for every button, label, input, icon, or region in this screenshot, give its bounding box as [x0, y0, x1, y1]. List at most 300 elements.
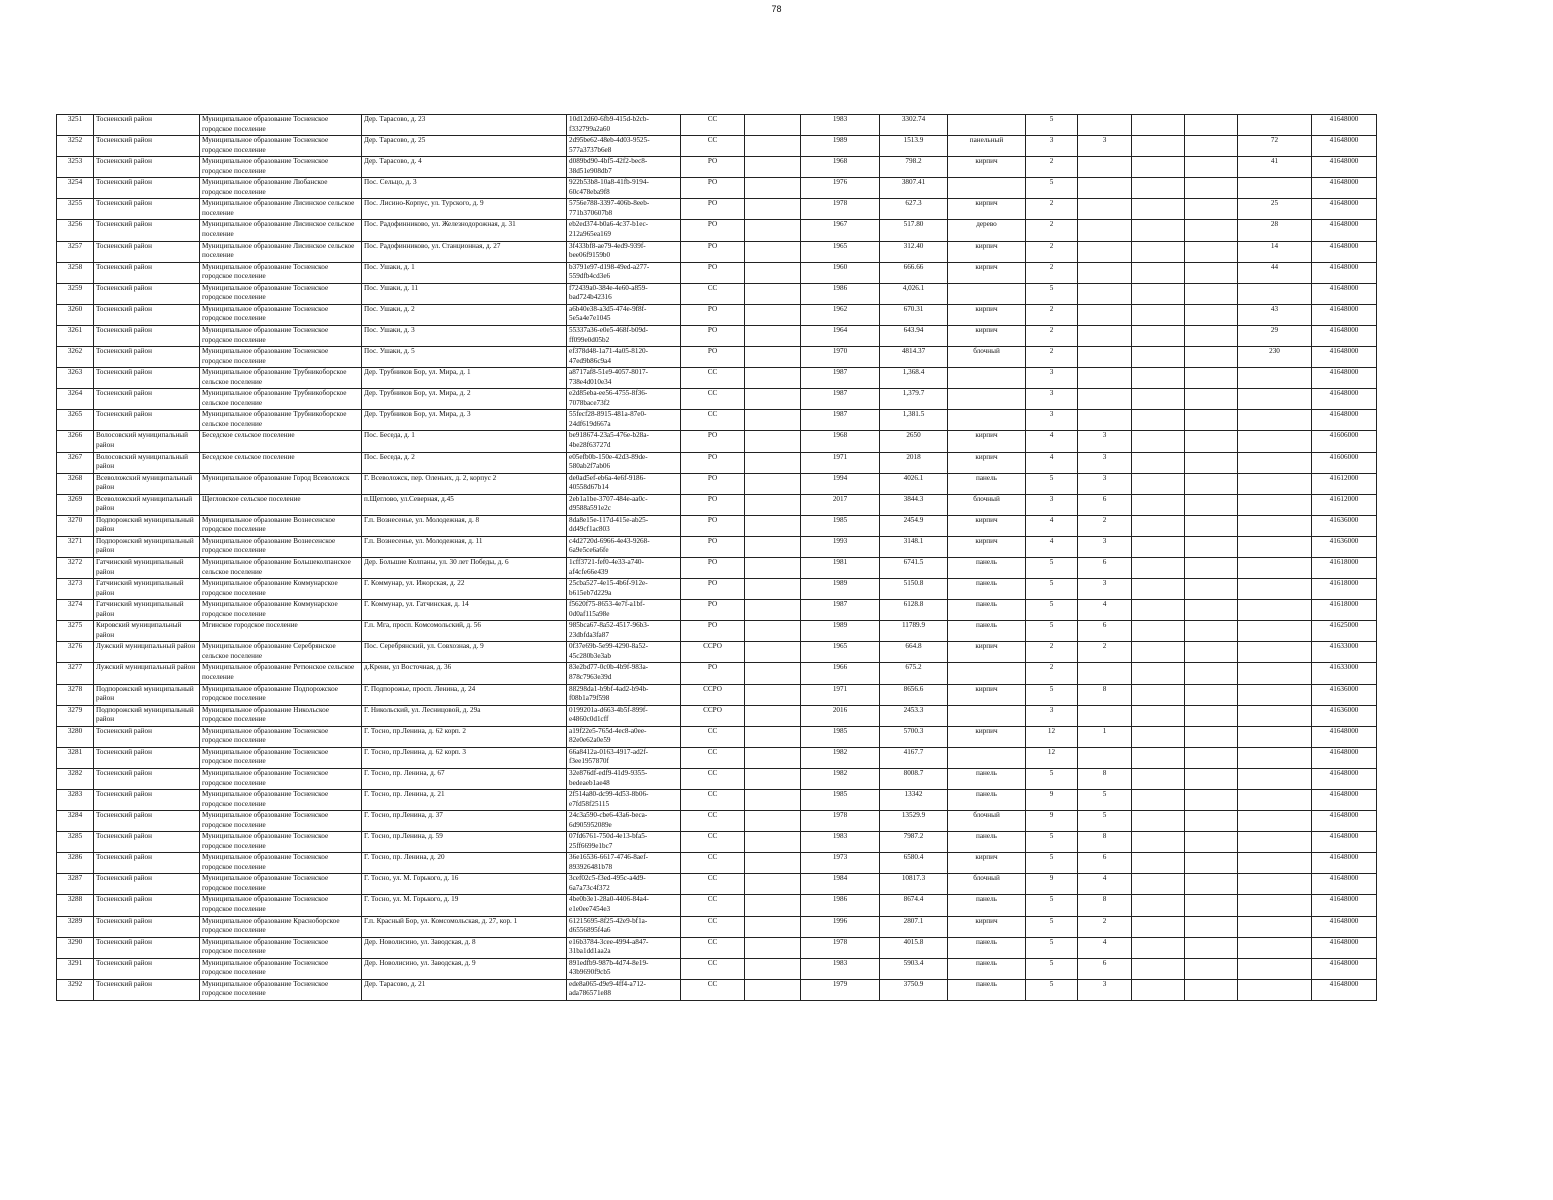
cell-guid: 3f433bf8-ae79-4ed9-939f-bee06f9159b0: [567, 241, 681, 262]
cell-district: Лужский муниципальный район: [94, 663, 200, 684]
cell-entrances: [1078, 283, 1132, 304]
cell-program: ССРО: [681, 684, 745, 705]
cell-floors: 5: [1026, 895, 1078, 916]
cell-area: 312.40: [880, 241, 948, 262]
cell-area: 517.80: [880, 220, 948, 241]
cell-empty-a: [745, 199, 801, 220]
cell-program: РО: [681, 241, 745, 262]
cell-guid: 2f514a80-dc99-4d53-8b06-e7fd58f25115: [567, 790, 681, 811]
cell-empty-a: [745, 115, 801, 136]
cell-oktmo: 41606000: [1312, 452, 1377, 473]
cell-oktmo: 41648000: [1312, 895, 1377, 916]
cell-year-built: 1993: [801, 536, 880, 557]
cell-program: СС: [681, 916, 745, 937]
table-row: [57, 199, 1377, 220]
table-row: [57, 136, 1377, 157]
cell-residents: [1238, 958, 1312, 979]
table-row: [57, 304, 1377, 325]
cell-guid: 32e876df-edf9-41d9-9355-bedeaeb1ae48: [567, 768, 681, 789]
cell-entrances: [1078, 304, 1132, 325]
cell-municipality: Муниципальное образование Тосненское городское поселение: [200, 283, 362, 304]
cell-address: Дер. Трубников Бор, ул. Мира, д. 2: [362, 389, 567, 410]
cell-guid: a19f22e5-765d-4ec8-a0ee-82e0e62a0e59: [567, 726, 681, 747]
cell-row-number: 3255: [57, 199, 94, 220]
cell-empty-a: [745, 220, 801, 241]
cell-area: 5700.3: [880, 726, 948, 747]
cell-empty-a: [745, 600, 801, 621]
cell-entrances: 4: [1078, 600, 1132, 621]
cell-row-number: 3288: [57, 895, 94, 916]
cell-wall-material: панель: [948, 621, 1026, 642]
cell-municipality: Муниципальное образование Тосненское городское поселение: [200, 726, 362, 747]
cell-year-built: 1960: [801, 262, 880, 283]
table-row: [57, 979, 1377, 1000]
cell-address: Пос. Сельцо, д. 3: [362, 178, 567, 199]
cell-oktmo: 41648000: [1312, 136, 1377, 157]
cell-wall-material: панельный: [948, 136, 1026, 157]
cell-program: РО: [681, 431, 745, 452]
cell-floors: 2: [1026, 262, 1078, 283]
cell-district: Тосненский район: [94, 304, 200, 325]
cell-empty-b: [1132, 790, 1185, 811]
cell-program: РО: [681, 473, 745, 494]
cell-year-built: 1989: [801, 136, 880, 157]
cell-empty-b: [1132, 874, 1185, 895]
cell-program: СС: [681, 283, 745, 304]
cell-wall-material: [948, 283, 1026, 304]
cell-entrances: 2: [1078, 642, 1132, 663]
cell-empty-b: [1132, 431, 1185, 452]
cell-guid: 985bca67-8a52-4517-96b3-23dbfda3fa87: [567, 621, 681, 642]
cell-oktmo: 41648000: [1312, 220, 1377, 241]
cell-entrances: [1078, 157, 1132, 178]
cell-address: д.Крени, ул Восточная, д. 36: [362, 663, 567, 684]
cell-residents: [1238, 178, 1312, 199]
cell-wall-material: [948, 115, 1026, 136]
cell-empty-b: [1132, 389, 1185, 410]
cell-row-number: 3268: [57, 473, 94, 494]
cell-year-built: 1989: [801, 579, 880, 600]
cell-wall-material: [948, 663, 1026, 684]
table-row: [57, 832, 1377, 853]
cell-address: Г.п. Вознесенье, ул. Молодежная, д. 8: [362, 515, 567, 536]
cell-floors: 5: [1026, 916, 1078, 937]
cell-guid: 10d12d60-6fb9-415d-b2cb-f332799a2a60: [567, 115, 681, 136]
cell-guid: 2d95be62-48eb-4d03-9525-577a3737b6e8: [567, 136, 681, 157]
cell-empty-b: [1132, 684, 1185, 705]
cell-municipality: Муниципальное образование Лисинское сельское поселение: [200, 220, 362, 241]
cell-district: Тосненский район: [94, 157, 200, 178]
cell-oktmo: 41625000: [1312, 621, 1377, 642]
cell-guid: c4d2720d-6966-4e43-9268-6a9e5ce6a6fe: [567, 536, 681, 557]
cell-municipality: Муниципальное образование Лисинское сельское поселение: [200, 199, 362, 220]
cell-floors: 5: [1026, 473, 1078, 494]
cell-area: 4814.37: [880, 347, 948, 368]
cell-floors: 9: [1026, 811, 1078, 832]
cell-district: Тосненский район: [94, 283, 200, 304]
table-row: [57, 874, 1377, 895]
cell-empty-a: [745, 410, 801, 431]
cell-wall-material: панель: [948, 937, 1026, 958]
cell-row-number: 3292: [57, 979, 94, 1000]
cell-program: СС: [681, 895, 745, 916]
cell-program: РО: [681, 515, 745, 536]
cell-empty-c: [1185, 157, 1238, 178]
cell-empty-c: [1185, 389, 1238, 410]
cell-wall-material: кирпич: [948, 642, 1026, 663]
cell-row-number: 3253: [57, 157, 94, 178]
cell-district: Тосненский район: [94, 262, 200, 283]
cell-floors: 2: [1026, 199, 1078, 220]
cell-guid: 3cef02c5-f3ed-495c-a4d9-6a7a73c4f372: [567, 874, 681, 895]
cell-empty-a: [745, 389, 801, 410]
cell-year-built: 1983: [801, 958, 880, 979]
cell-oktmo: 41648000: [1312, 368, 1377, 389]
cell-residents: [1238, 283, 1312, 304]
cell-oktmo: 41618000: [1312, 579, 1377, 600]
cell-empty-b: [1132, 494, 1185, 515]
cell-guid: 891edfb9-987b-4d74-8e19-43b9690f9cb5: [567, 958, 681, 979]
cell-municipality: Муниципальное образование Тосненское городское поселение: [200, 895, 362, 916]
cell-year-built: 1985: [801, 790, 880, 811]
cell-residents: [1238, 979, 1312, 1000]
table-row: [57, 283, 1377, 304]
cell-area: 8008.7: [880, 768, 948, 789]
cell-row-number: 3263: [57, 368, 94, 389]
table-row: [57, 325, 1377, 346]
table-row: [57, 916, 1377, 937]
cell-empty-a: [745, 494, 801, 515]
cell-empty-a: [745, 515, 801, 536]
table-row: [57, 768, 1377, 789]
cell-residents: [1238, 621, 1312, 642]
cell-floors: 5: [1026, 832, 1078, 853]
cell-area: 4167.7: [880, 747, 948, 768]
cell-address: п.Щеглово, ул.Северная, д.45: [362, 494, 567, 515]
cell-address: Г. Коммунар, ул. Ижорская, д. 22: [362, 579, 567, 600]
cell-year-built: 2017: [801, 494, 880, 515]
cell-wall-material: кирпич: [948, 916, 1026, 937]
cell-area: 4,026.1: [880, 283, 948, 304]
cell-oktmo: 41648000: [1312, 325, 1377, 346]
cell-district: Подпорожский муниципальный район: [94, 515, 200, 536]
cell-empty-b: [1132, 726, 1185, 747]
cell-district: Тосненский район: [94, 220, 200, 241]
cell-empty-b: [1132, 115, 1185, 136]
cell-address: Пос. Ушаки, д. 5: [362, 347, 567, 368]
cell-guid: 88298da1-b9bf-4ad2-b94b-f08b1a79f598: [567, 684, 681, 705]
cell-row-number: 3283: [57, 790, 94, 811]
cell-floors: 5: [1026, 178, 1078, 199]
table-row: [57, 853, 1377, 874]
cell-address: Г. Тосно, пр.Ленина, д. 59: [362, 832, 567, 853]
cell-address: Пос. Беседа, д. 1: [362, 431, 567, 452]
cell-row-number: 3278: [57, 684, 94, 705]
cell-municipality: Муниципальное образование Тосненское городское поселение: [200, 853, 362, 874]
cell-empty-b: [1132, 157, 1185, 178]
cell-program: РО: [681, 178, 745, 199]
cell-district: Подпорожский муниципальный район: [94, 705, 200, 726]
cell-address: Пос. Радофинниково, ул. Станционная, д. 27: [362, 241, 567, 262]
cell-entrances: [1078, 410, 1132, 431]
cell-empty-c: [1185, 304, 1238, 325]
cell-program: РО: [681, 621, 745, 642]
cell-empty-b: [1132, 853, 1185, 874]
cell-residents: [1238, 705, 1312, 726]
cell-municipality: Муниципальное образование Трубникоборское сельское поселение: [200, 389, 362, 410]
cell-district: Тосненский район: [94, 368, 200, 389]
cell-floors: 2: [1026, 663, 1078, 684]
cell-empty-b: [1132, 642, 1185, 663]
cell-empty-a: [745, 747, 801, 768]
cell-floors: 5: [1026, 283, 1078, 304]
cell-oktmo: 41648000: [1312, 790, 1377, 811]
cell-residents: [1238, 600, 1312, 621]
table-row: [57, 958, 1377, 979]
cell-entrances: 6: [1078, 557, 1132, 578]
cell-district: Всеволожский муниципальный район: [94, 494, 200, 515]
cell-year-built: 1966: [801, 663, 880, 684]
cell-residents: [1238, 431, 1312, 452]
cell-empty-c: [1185, 916, 1238, 937]
cell-municipality: Муниципальное образование Ретюнское сельское поселение: [200, 663, 362, 684]
page-number: 78: [771, 4, 782, 14]
cell-oktmo: 41648000: [1312, 916, 1377, 937]
table-row: [57, 389, 1377, 410]
cell-oktmo: 41648000: [1312, 283, 1377, 304]
cell-wall-material: кирпич: [948, 157, 1026, 178]
cell-area: 3844.3: [880, 494, 948, 515]
cell-empty-b: [1132, 136, 1185, 157]
table-row: [57, 557, 1377, 578]
cell-municipality: Муниципальное образование Тосненское городское поселение: [200, 874, 362, 895]
cell-entrances: 4: [1078, 937, 1132, 958]
table-row: [57, 663, 1377, 684]
cell-address: Пос. Радофинниково, ул. Железнодорожная, д. 31: [362, 220, 567, 241]
cell-row-number: 3286: [57, 853, 94, 874]
cell-row-number: 3261: [57, 325, 94, 346]
cell-entrances: 3: [1078, 136, 1132, 157]
cell-floors: 3: [1026, 136, 1078, 157]
cell-oktmo: 41648000: [1312, 410, 1377, 431]
cell-wall-material: блочный: [948, 811, 1026, 832]
cell-wall-material: [948, 368, 1026, 389]
table-row: [57, 642, 1377, 663]
cell-district: Тосненский район: [94, 895, 200, 916]
cell-entrances: 3: [1078, 473, 1132, 494]
cell-year-built: 1982: [801, 768, 880, 789]
cell-oktmo: 41648000: [1312, 811, 1377, 832]
cell-area: 7987.2: [880, 832, 948, 853]
cell-municipality: Муниципальное образование Тосненское городское поселение: [200, 811, 362, 832]
cell-oktmo: 41648000: [1312, 115, 1377, 136]
cell-oktmo: 41648000: [1312, 389, 1377, 410]
cell-floors: 9: [1026, 790, 1078, 811]
cell-address: Дер. Тарасово, д. 4: [362, 157, 567, 178]
cell-oktmo: 41648000: [1312, 347, 1377, 368]
cell-empty-a: [745, 853, 801, 874]
cell-entrances: 3: [1078, 431, 1132, 452]
cell-floors: 5: [1026, 115, 1078, 136]
cell-wall-material: кирпич: [948, 853, 1026, 874]
cell-row-number: 3276: [57, 642, 94, 663]
cell-district: Тосненский район: [94, 241, 200, 262]
cell-guid: 0f37e69b-5e99-4290-8a52-45c280b3e3ab: [567, 642, 681, 663]
cell-guid: 8da8e15e-117d-415e-ab25-dd49cf1ac803: [567, 515, 681, 536]
cell-district: Тосненский район: [94, 115, 200, 136]
cell-row-number: 3269: [57, 494, 94, 515]
cell-empty-c: [1185, 600, 1238, 621]
cell-municipality: Муниципальное образование Город Всеволожск: [200, 473, 362, 494]
cell-empty-a: [745, 726, 801, 747]
cell-entrances: 3: [1078, 579, 1132, 600]
cell-empty-a: [745, 832, 801, 853]
cell-empty-c: [1185, 368, 1238, 389]
cell-guid: a6b40e38-a3d5-474e-9f8f-5e5a4e7e1045: [567, 304, 681, 325]
cell-wall-material: панель: [948, 790, 1026, 811]
cell-municipality: Муниципальное образование Тосненское городское поселение: [200, 747, 362, 768]
cell-empty-a: [745, 157, 801, 178]
cell-empty-c: [1185, 747, 1238, 768]
cell-wall-material: панель: [948, 600, 1026, 621]
cell-program: РО: [681, 304, 745, 325]
cell-empty-c: [1185, 663, 1238, 684]
cell-address: Дер. Тарасово, д. 25: [362, 136, 567, 157]
cell-empty-b: [1132, 368, 1185, 389]
cell-empty-c: [1185, 283, 1238, 304]
cell-empty-c: [1185, 874, 1238, 895]
cell-year-built: 1968: [801, 157, 880, 178]
cell-district: Всеволожский муниципальный район: [94, 473, 200, 494]
cell-year-built: 1981: [801, 557, 880, 578]
cell-program: РО: [681, 199, 745, 220]
cell-wall-material: кирпич: [948, 431, 1026, 452]
cell-empty-c: [1185, 136, 1238, 157]
cell-empty-c: [1185, 832, 1238, 853]
cell-program: СС: [681, 726, 745, 747]
cell-empty-a: [745, 304, 801, 325]
cell-area: 8656.6: [880, 684, 948, 705]
cell-guid: 1cff3721-fef0-4e33-a740-af4cfe66e439: [567, 557, 681, 578]
cell-wall-material: кирпич: [948, 726, 1026, 747]
cell-oktmo: 41648000: [1312, 199, 1377, 220]
cell-area: 670.31: [880, 304, 948, 325]
cell-empty-c: [1185, 979, 1238, 1000]
table-row: [57, 157, 1377, 178]
cell-empty-b: [1132, 832, 1185, 853]
cell-district: Тосненский район: [94, 178, 200, 199]
cell-empty-c: [1185, 452, 1238, 473]
cell-wall-material: кирпич: [948, 262, 1026, 283]
cell-oktmo: 41612000: [1312, 494, 1377, 515]
cell-municipality: Муниципальное образование Тосненское городское поселение: [200, 958, 362, 979]
cell-oktmo: 41612000: [1312, 473, 1377, 494]
cell-district: Тосненский район: [94, 136, 200, 157]
cell-entrances: 5: [1078, 811, 1132, 832]
cell-empty-b: [1132, 325, 1185, 346]
cell-municipality: Муниципальное образование Тосненское городское поселение: [200, 832, 362, 853]
cell-district: Тосненский район: [94, 853, 200, 874]
cell-entrances: [1078, 220, 1132, 241]
cell-empty-c: [1185, 115, 1238, 136]
cell-address: Г. Тосно, ул. М. Горького, д. 19: [362, 895, 567, 916]
cell-empty-c: [1185, 726, 1238, 747]
cell-empty-a: [745, 916, 801, 937]
cell-empty-c: [1185, 642, 1238, 663]
cell-floors: 3: [1026, 368, 1078, 389]
cell-empty-b: [1132, 600, 1185, 621]
cell-address: Г. Тосно, пр. Ленина, д. 20: [362, 853, 567, 874]
cell-residents: 25: [1238, 199, 1312, 220]
cell-row-number: 3265: [57, 410, 94, 431]
cell-oktmo: 41636000: [1312, 705, 1377, 726]
cell-year-built: 1987: [801, 410, 880, 431]
table-row: [57, 494, 1377, 515]
cell-address: Г. Подпорожье, просп. Ленина, д. 24: [362, 684, 567, 705]
cell-empty-a: [745, 663, 801, 684]
cell-municipality: Муниципальное образование Вознесенское городское поселение: [200, 536, 362, 557]
cell-district: Тосненский район: [94, 958, 200, 979]
cell-address: Пос. Ушаки, д. 3: [362, 325, 567, 346]
cell-floors: 5: [1026, 937, 1078, 958]
cell-entrances: [1078, 241, 1132, 262]
cell-year-built: 1989: [801, 621, 880, 642]
cell-wall-material: [948, 705, 1026, 726]
cell-empty-b: [1132, 220, 1185, 241]
cell-address: Г.п. Мга, просп. Комсомольский, д. 56: [362, 621, 567, 642]
cell-floors: 2: [1026, 220, 1078, 241]
cell-municipality: Муниципальное образование Большеколпанское сельское поселение: [200, 557, 362, 578]
table-row: [57, 410, 1377, 431]
cell-year-built: 1978: [801, 199, 880, 220]
cell-empty-a: [745, 811, 801, 832]
cell-program: ССРО: [681, 642, 745, 663]
cell-municipality: Муниципальное образование Тосненское городское поселение: [200, 262, 362, 283]
cell-floors: 5: [1026, 958, 1078, 979]
cell-empty-b: [1132, 452, 1185, 473]
cell-entrances: 8: [1078, 768, 1132, 789]
cell-residents: [1238, 663, 1312, 684]
cell-area: 2650: [880, 431, 948, 452]
cell-empty-c: [1185, 262, 1238, 283]
cell-floors: 2: [1026, 304, 1078, 325]
cell-area: 798.2: [880, 157, 948, 178]
cell-year-built: 1982: [801, 747, 880, 768]
cell-floors: 12: [1026, 747, 1078, 768]
cell-year-built: 1971: [801, 452, 880, 473]
cell-empty-c: [1185, 579, 1238, 600]
cell-entrances: 3: [1078, 536, 1132, 557]
table-row: [57, 579, 1377, 600]
cell-wall-material: блочный: [948, 347, 1026, 368]
cell-floors: 4: [1026, 515, 1078, 536]
cell-residents: [1238, 811, 1312, 832]
cell-floors: 9: [1026, 874, 1078, 895]
cell-row-number: 3272: [57, 557, 94, 578]
cell-oktmo: 41648000: [1312, 241, 1377, 262]
cell-area: 6580.4: [880, 853, 948, 874]
cell-entrances: [1078, 178, 1132, 199]
cell-area: 6128.8: [880, 600, 948, 621]
cell-empty-b: [1132, 178, 1185, 199]
cell-address: Дер. Трубников Бор, ул. Мира, д. 1: [362, 368, 567, 389]
cell-entrances: 6: [1078, 494, 1132, 515]
cell-year-built: 1968: [801, 431, 880, 452]
cell-empty-b: [1132, 283, 1185, 304]
cell-district: Лужский муниципальный район: [94, 642, 200, 663]
cell-program: ССРО: [681, 705, 745, 726]
cell-empty-b: [1132, 473, 1185, 494]
